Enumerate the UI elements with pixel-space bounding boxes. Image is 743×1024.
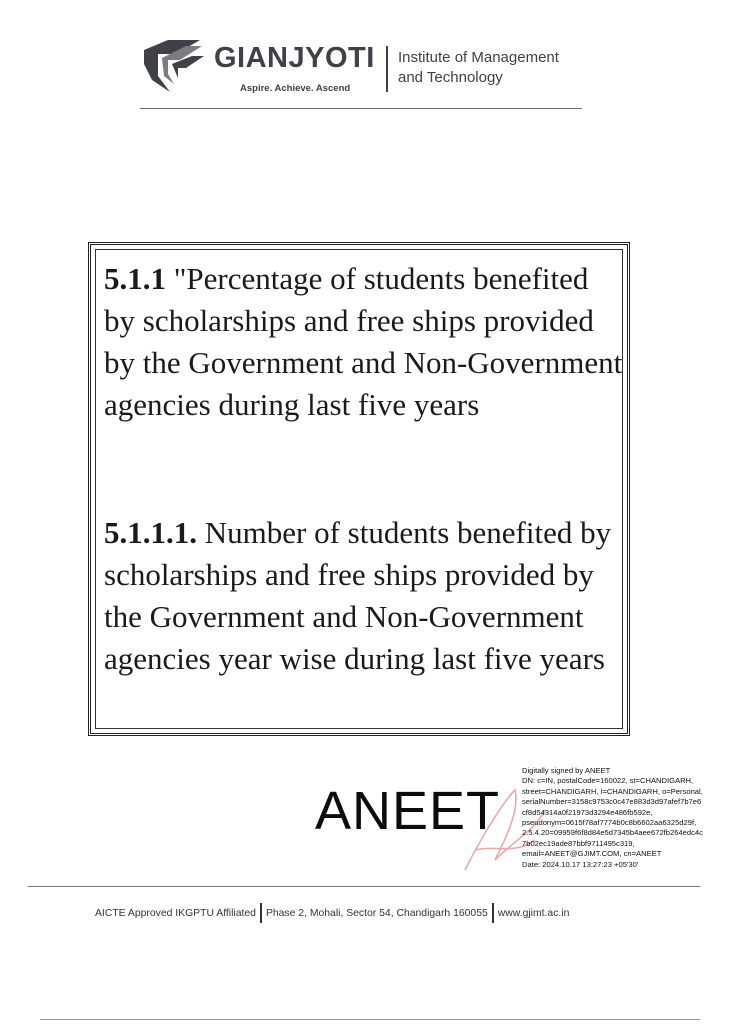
footer-affiliation: AICTE Approved IKGPTU Affiliated <box>95 907 256 919</box>
footer <box>95 903 569 923</box>
signature-detail-line: DN: c=IN, postalCode=160022, st=CHANDIGARH, <box>522 776 694 786</box>
header-divider <box>386 46 388 92</box>
signature-detail-line: email=ANEET@GJIMT.COM, cn=ANEET <box>522 849 662 859</box>
footer-divider <box>492 903 494 923</box>
criterion-number: 5.1.1.1. <box>104 515 197 550</box>
institute-line-1: Institute of Management <box>398 49 559 66</box>
signature-detail-line: pseudonym=0615f78af7774b0c8b6602aa6325d29f, <box>522 818 697 828</box>
footer-address: Phase 2, Mohali, Sector 54, Chandigarh 160055 <box>265 907 488 919</box>
gianjyoti-logo-icon <box>140 36 206 102</box>
brand-name: GIANJYOTI <box>214 42 375 74</box>
signature-detail-line: street=CHANDIGARH, l=CHANDIGARH, o=Personal, <box>522 786 703 796</box>
footer-rule <box>28 886 700 887</box>
criterion-text: "Percentage of students benefited by scholarships and free ships provided by the Government and Non-Government agencies during last five years <box>104 261 623 422</box>
signature-detail-line: Date: 2024.10.17 13:27:23 +05'30' <box>522 859 639 869</box>
signature-detail-line: Digitally signed by ANEET <box>522 766 611 775</box>
footer-divider <box>260 903 262 923</box>
criterion-number: 5.1.1 <box>104 261 166 296</box>
signature-detail-line: cf8d54314a0f21973d3294e486fb592e, <box>522 807 653 817</box>
scan-edge-line <box>40 1019 700 1020</box>
signature-detail-line: 7b02ec19ade87bbf9711495c319, <box>522 838 635 848</box>
brand-tagline: Aspire. Achieve. Ascend <box>240 83 351 94</box>
signer-name: ANEET <box>315 781 501 841</box>
footer-website[interactable]: www.gjimt.ac.in <box>497 907 570 919</box>
criteria-box <box>88 242 630 736</box>
criterion-5-1-1 <box>104 258 624 426</box>
header-rule <box>140 108 582 109</box>
criterion-5-1-1-1 <box>104 512 624 680</box>
signature-detail-line: serialNumber=3158c9753c0c47e883d3d97afef7b7e6 <box>522 797 702 807</box>
institute-line-2: and Technology <box>398 69 503 86</box>
digital-signature-details <box>522 766 737 870</box>
letterhead <box>140 34 580 112</box>
institute-name <box>398 48 559 88</box>
signature-detail-line: 2.5.4.20=09959f6f8d84e5d7345b4aee672fb264edc4c <box>522 828 703 838</box>
criterion-text: Number of students benefited by scholarships and free ships provided by the Government and Non-Government agencies year wise during last five years <box>104 515 612 676</box>
